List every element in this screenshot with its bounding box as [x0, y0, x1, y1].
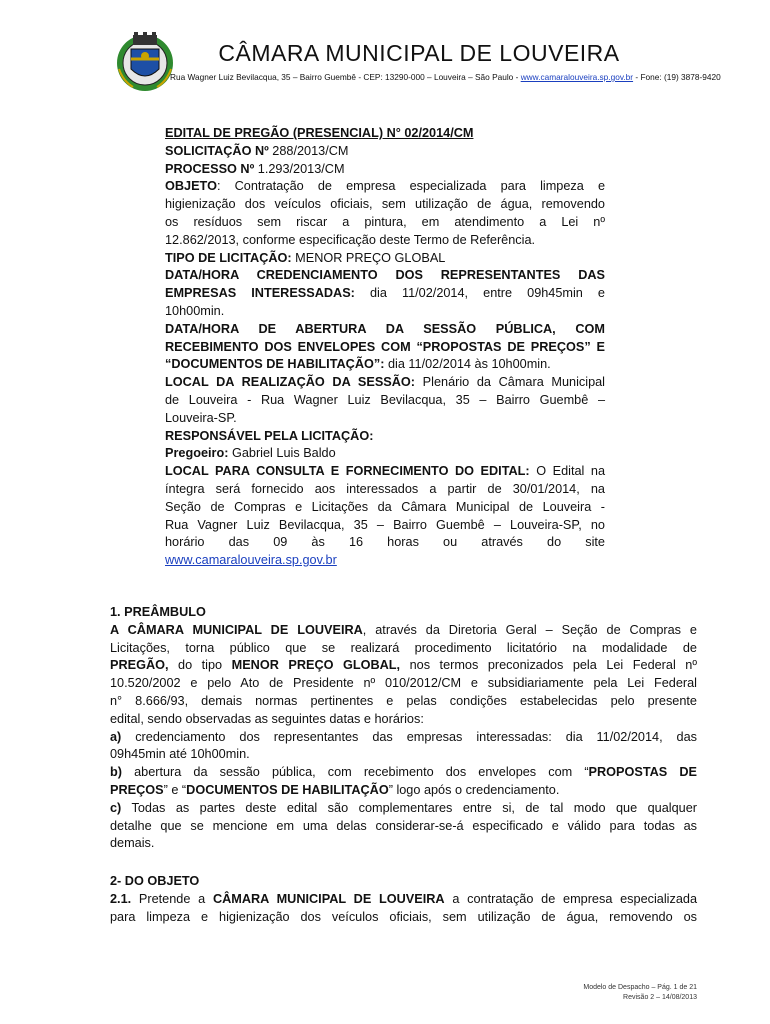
edital-number: EDITAL DE PREGÃO (PRESENCIAL) N° 02/2014/CM	[165, 126, 474, 140]
preambulo-line: A CÂMARA MUNICIPAL DE LOUVEIRA, através da Diretoria Geral – Seção de Compras e	[110, 622, 697, 637]
consulta-line: horário das 09 às 16 horas ou através do site	[165, 535, 605, 550]
local-line: Louveira-SP.	[165, 410, 237, 425]
preambulo-section	[110, 604, 697, 853]
preambulo-line: PREGÃO, do tipo MENOR PREÇO GLOBAL, nos termos preconizados pela Lei Federal nº	[110, 658, 697, 673]
objeto-section	[110, 873, 697, 926]
site-link[interactable]: www.camaralouveira.sp.gov.br	[165, 553, 337, 568]
website-link[interactable]: www.camaralouveira.sp.gov.br	[520, 72, 634, 82]
credenciamento-line: EMPRESAS INTERESSADAS: dia 11/02/2014, entre 09h45min e	[165, 286, 605, 301]
item-c: c) Todas as partes deste edital são complementares entre si, de tal modo que qualquer	[110, 800, 697, 815]
consulta-line: Rua Vagner Luiz Bevilacqua, 35 – Bairro Guembê – Louveira-SP, no	[165, 517, 605, 532]
item-c: detalhe que se mencione em uma delas considerar-se-á especificado e válido para todas as	[110, 818, 697, 833]
abertura-line: DATA/HORA DE ABERTURA DA SESSÃO PÚBLICA, COM	[165, 321, 605, 336]
preambulo-line: Licitações, torna público que se realizará procedimento licitatório na modalidade de	[110, 640, 697, 655]
local-line: LOCAL DA REALIZAÇÃO DA SESSÃO: Plenário da Câmara Municipal	[165, 375, 605, 390]
page-header	[0, 0, 770, 95]
item-a: 09h45min até 10h00min.	[110, 747, 250, 762]
item-c: demais.	[110, 836, 155, 851]
item-a: a) credenciamento dos representantes das empresas interessadas: dia 11/02/2014, das	[110, 729, 697, 744]
objeto-paragraph: 2.1. Pretende a CÂMARA MUNICIPAL DE LOUVEIRA a contratação de empresa especializada	[110, 891, 697, 906]
preambulo-line: 10.520/2002 e pelo Ato de Presidente nº 010/2012/CM e subsidiariamente pela Lei Federal	[110, 676, 697, 691]
phone-text: - Fone: (19) 3878-9420	[635, 72, 721, 82]
credenciamento-line: DATA/HORA CREDENCIAMENTO DOS REPRESENTANTES DAS	[165, 268, 605, 283]
item-b: PREÇOS” e “DOCUMENTOS DE HABILITAÇÃO” logo após o credenciamento.	[110, 782, 560, 797]
abertura-line: “DOCUMENTOS DE HABILITAÇÃO”: dia 11/02/2014 às 10h00min.	[165, 357, 551, 372]
section-heading: 1. PREÂMBULO	[110, 605, 206, 619]
objeto-line: OBJETO: Contratação de empresa especializada para limpeza e	[165, 179, 605, 194]
address-text: Rua Wagner Luiz Bevilacqua, 35 – Bairro Guembê - CEP: 13290-000 – Louveira – São Paulo -	[170, 72, 519, 82]
consulta-line: Seção de Compras e Licitações da Câmara Municipal de Louveira -	[165, 499, 605, 514]
header-address	[170, 72, 721, 82]
footer-page-info: Modelo de Despacho – Pág. 1 de 21	[583, 984, 697, 991]
edital-summary	[165, 125, 605, 570]
footer-revision: Revisão 2 – 14/08/2013	[623, 994, 697, 1001]
local-line: de Louveira - Rua Wagner Luiz Bevilacqua, 35 – Bairro Guembê –	[165, 392, 605, 407]
processo: PROCESSO Nº 1.293/2013/CM	[165, 161, 345, 176]
preambulo-line: edital, sendo observadas as seguintes datas e horários:	[110, 711, 424, 726]
item-b: b) abertura da sessão pública, com recebimento dos envelopes com “PROPOSTAS DE	[110, 765, 697, 780]
consulta-line: íntegra será fornecido aos interessados a partir de 30/01/2014, na	[165, 481, 605, 496]
objeto-line: higienização dos veículos oficiais, sem utilização de água, removendo	[165, 197, 605, 212]
consulta-line	[165, 552, 605, 570]
section-heading: 2- DO OBJETO	[110, 874, 200, 888]
abertura-line: RECEBIMENTO DOS ENVELOPES COM “PROPOSTAS DE PREÇOS” E	[165, 339, 605, 354]
solicitacao: SOLICITAÇÃO Nº 288/2013/CM	[165, 143, 349, 158]
consulta-line: LOCAL PARA CONSULTA E FORNECIMENTO DO EDITAL: O Edital na	[165, 464, 606, 479]
objeto-line: os resíduos sem riscar a pintura, em atendimento a Lei nº	[165, 214, 605, 229]
credenciamento-line: 10h00min.	[165, 303, 225, 318]
page-title: CÂMARA MUNICIPAL DE LOUVEIRA	[218, 40, 620, 66]
tipo-licitacao: TIPO DE LICITAÇÃO: MENOR PREÇO GLOBAL	[165, 250, 446, 265]
objeto-paragraph: para limpeza e higienização dos veículos oficiais, sem utilização de água, removendo os	[110, 909, 697, 924]
responsavel: RESPONSÁVEL PELA LICITAÇÃO:	[165, 428, 374, 443]
pregoeiro: Pregoeiro: Gabriel Luis Baldo	[165, 446, 336, 461]
page-footer	[583, 983, 697, 1003]
objeto-line: 12.862/2013, conforme especificação deste Termo de Referência.	[165, 232, 536, 247]
preambulo-line: n° 8.666/93, demais normas pertinentes e pelas condições estabelecidas pelo presente	[110, 693, 697, 708]
